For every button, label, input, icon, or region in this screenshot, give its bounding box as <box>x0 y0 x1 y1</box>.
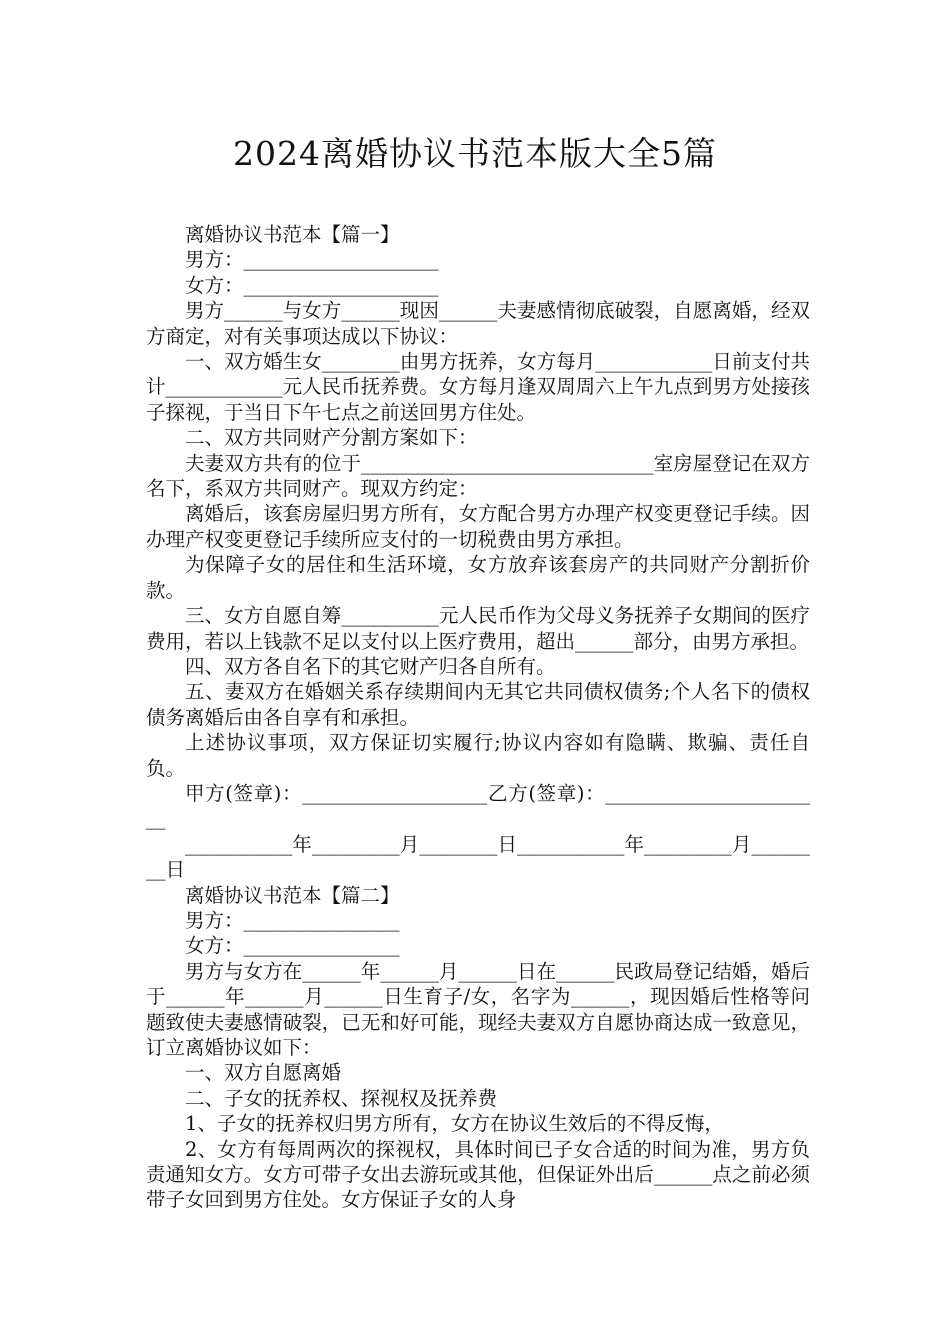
paragraph: 夫妻双方共有的位于______________________________室房屋登记在双方名下，系双方共同财产。现双方约定： <box>146 451 810 501</box>
signature-line: 甲方(签章)：___________________乙方(签章)：_______________________ <box>146 781 810 831</box>
paragraph: 为保障子女的居住和生活环境，女方放弃该套房产的共同财产分割折价款。 <box>146 553 810 602</box>
paragraph: 四、双方各自名下的其它财产归各自所有。 <box>185 654 556 678</box>
paragraph: 上述协议事项，双方保证切实履行;协议内容如有隐瞒、欺骗、责任自负。 <box>146 731 810 780</box>
document-body <box>146 222 810 1213</box>
document-title: 2024离婚协议书范本版大全5篇 <box>233 134 717 173</box>
date-line: ___________年_________月________日___________年_________月________日 <box>146 832 810 882</box>
paragraph: 男方：____________________ <box>185 248 439 272</box>
paragraph: 二、双方共同财产分割方案如下： <box>185 426 478 450</box>
paragraph: 三、女方自愿自筹__________元人民币作为父母义务抚养子女期间的医疗费用，若以上钱款不足以支付以上医疗费用，超出______部分，由男方承担。 <box>146 604 810 653</box>
paragraph: 一、双方婚生女________由男方抚养，女方每月____________日前支付共计____________元人民币抚养费。女方每月逢双周周六上午九点到男方处接孩子探视，于当日下午七点之前送回男方住处。 <box>146 350 810 424</box>
paragraph: 男方______与女方______现因______夫妻感情彻底破裂，自愿离婚，经双方商定，对有关事项达成以下协议： <box>146 299 810 348</box>
paragraph: 二、子女的抚养权、探视权及抚养费 <box>185 1086 498 1110</box>
paragraph: 五、妻双方在婚姻关系存续期间内无其它共同债权债务;个人名下的债权债务离婚后由各自享有和承担。 <box>146 680 810 729</box>
paragraph: 离婚后，该套房屋归男方所有，女方配合男方办理产权变更登记手续。因办理产权变更登记手续所应支付的一切税费由男方承担。 <box>146 502 810 551</box>
section-heading-1: 离婚协议书范本【篇一】 <box>185 223 400 246</box>
section-heading-2: 离婚协议书范本【篇二】 <box>185 883 400 907</box>
paragraph: 男方：________________ <box>185 908 400 932</box>
paragraph: 女方：________________ <box>185 934 400 958</box>
paragraph: 男方与女方在______年______月______日在______民政局登记结婚，婚后于______年______月______日生育子/女，名字为______，现因婚后性格等问题致使夫妻感情破裂，已无和好可能，现经夫妻双方自愿协商达成一致意见，订立离婚协议如下： <box>146 959 810 1059</box>
paragraph: 2、女方有每周两次的探视权，具体时间已子女合适的时间为准，男方负责通知女方。女方可带子女出去游玩或其他，但保证外出后______点之前必须带子女回到男方住处。女方保证子女的人身 <box>146 1137 810 1212</box>
paragraph: 一、双方自愿离婚 <box>185 1061 342 1085</box>
paragraph: 1、子女的抚养权归男方所有，女方在协议生效后的不得反悔， <box>185 1112 724 1136</box>
paragraph: 女方：____________________ <box>185 273 439 297</box>
